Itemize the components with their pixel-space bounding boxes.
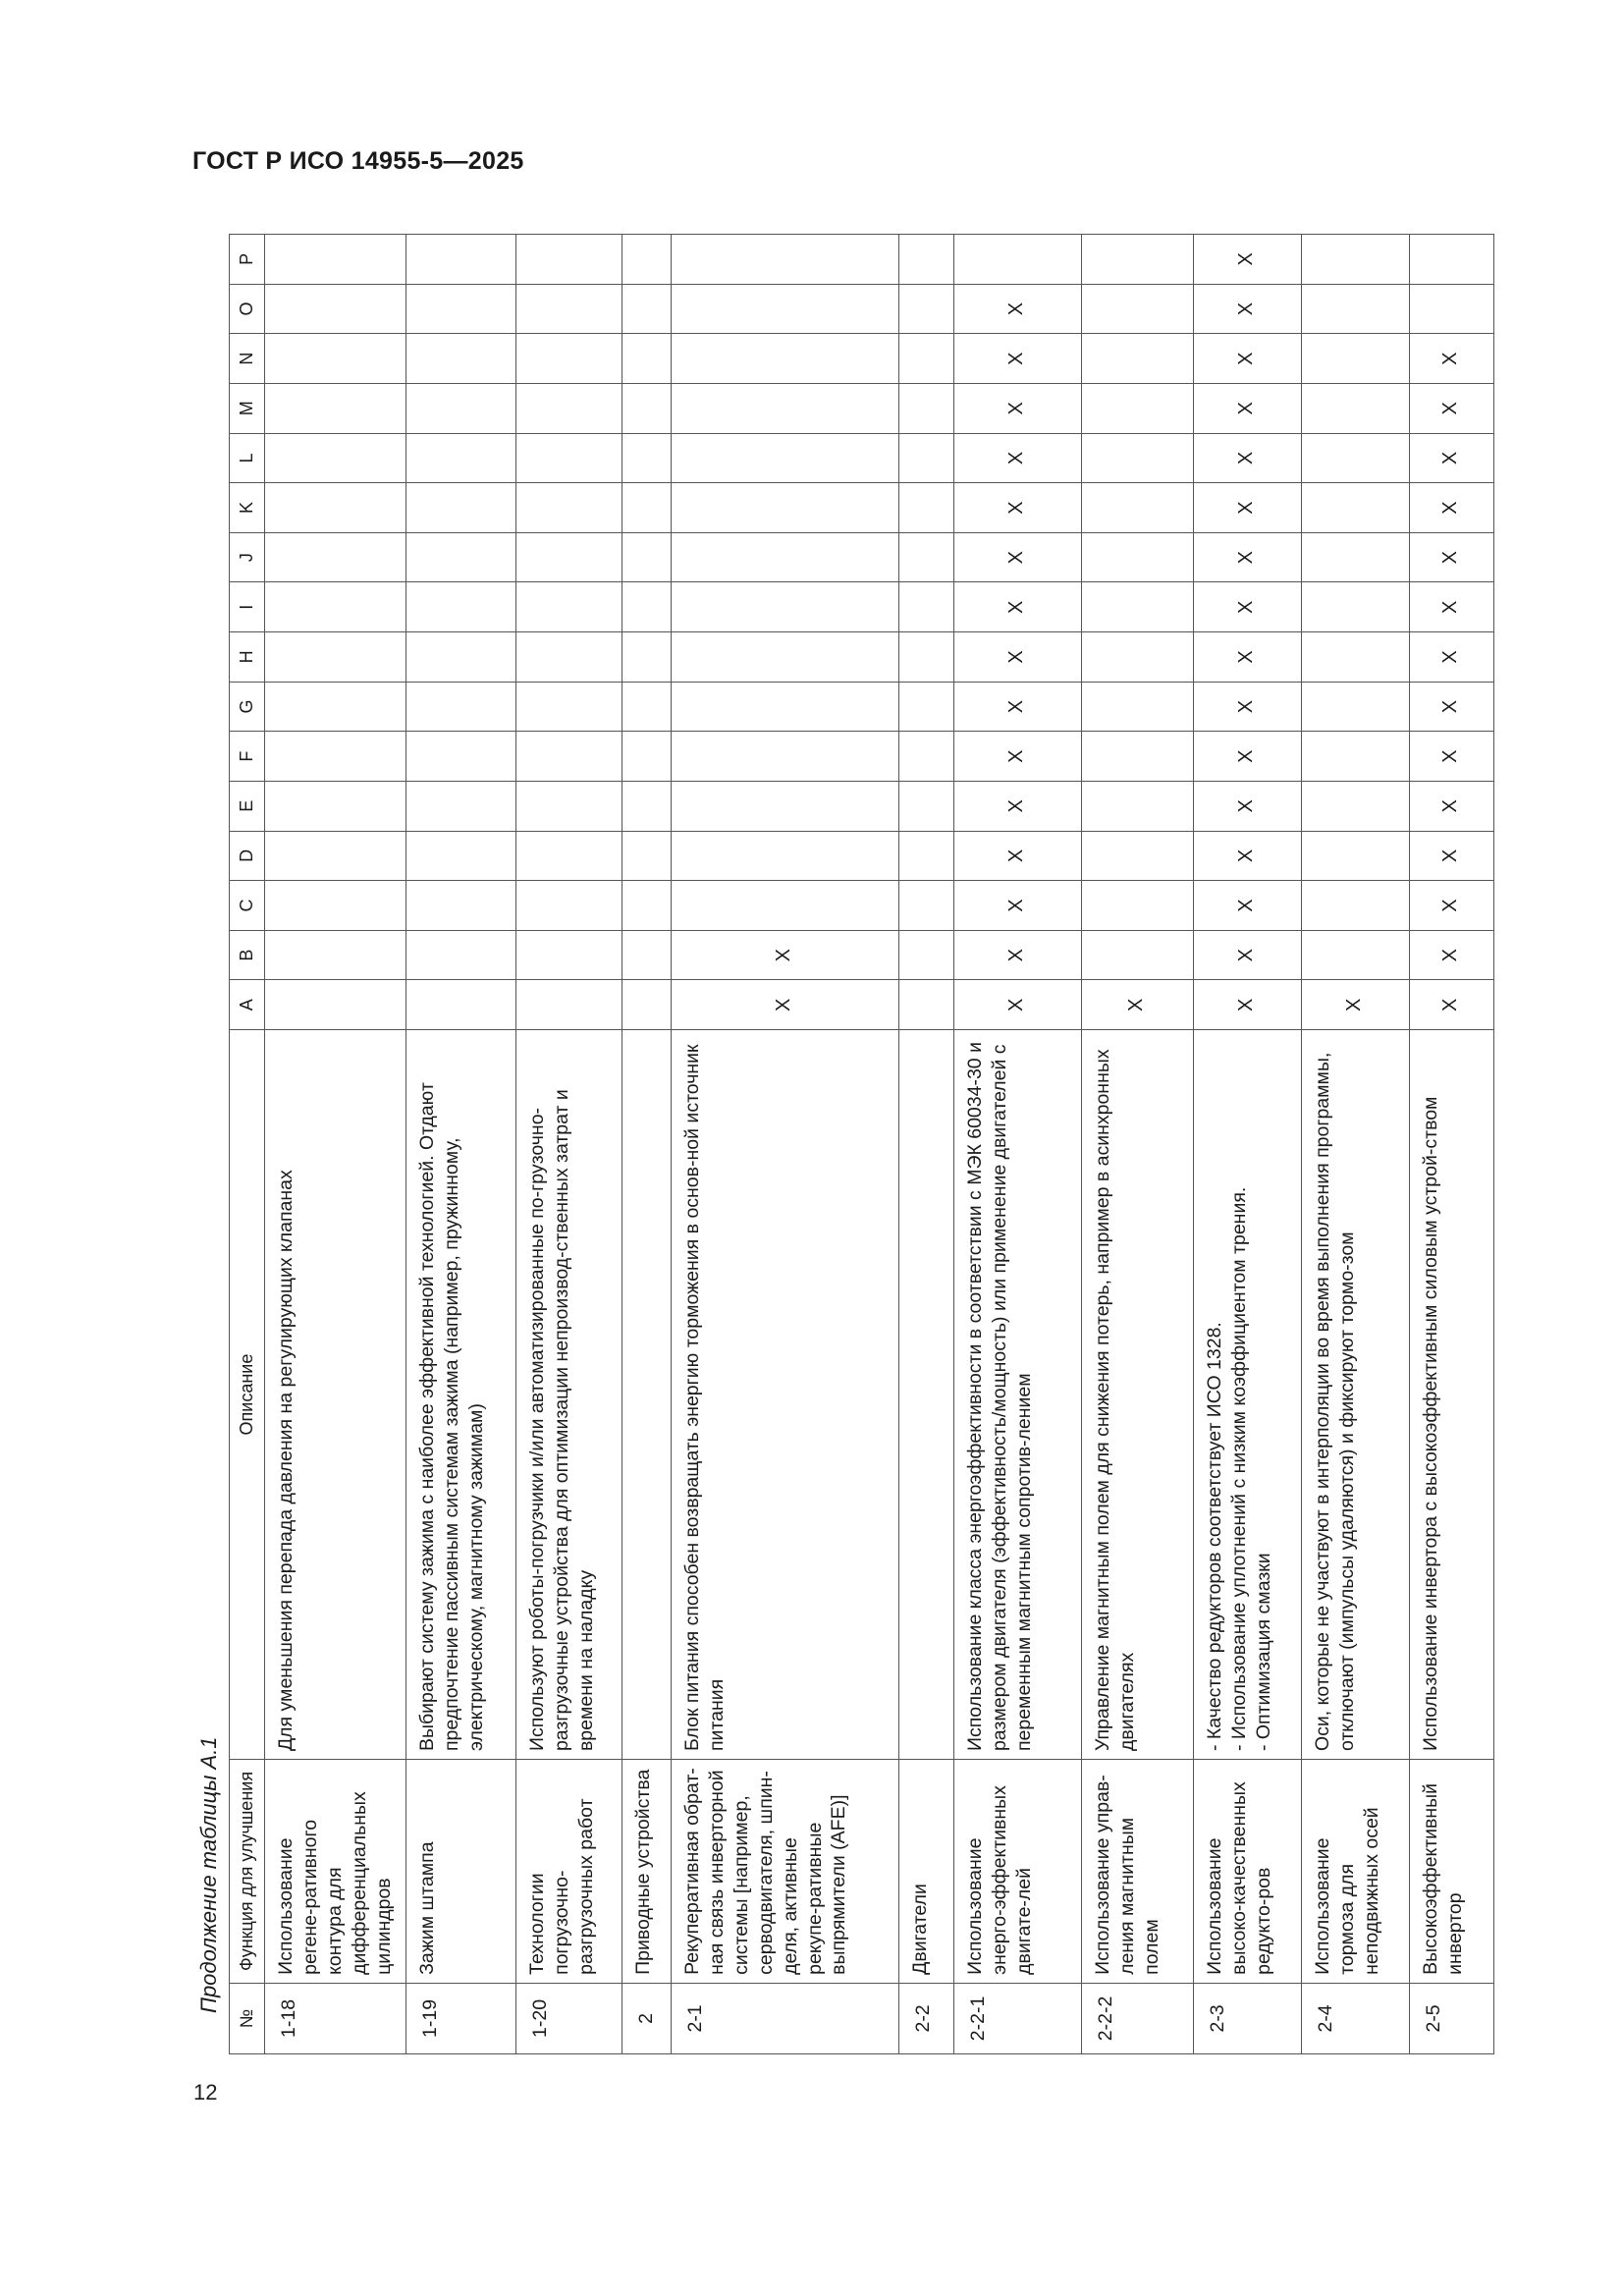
mark-cell-a — [265, 980, 406, 1030]
row-description: Управление магнитным полем для снижения потерь, например в асинхронных двигателях — [1081, 1030, 1193, 1760]
mark-cell-b — [898, 930, 953, 980]
mark-cell-f — [515, 732, 622, 782]
mark-cell-o — [1081, 284, 1193, 334]
mark-cell-k — [1301, 483, 1409, 533]
header-col-i: I — [230, 582, 265, 632]
header-col-l: L — [230, 433, 265, 483]
mark-cell-a — [898, 980, 953, 1030]
mark-cell-b — [406, 930, 515, 980]
mark-cell-a — [622, 980, 671, 1030]
x-mark: X — [1005, 848, 1028, 863]
header-col-g: G — [230, 682, 265, 732]
x-mark: X — [1005, 650, 1028, 664]
mark-cell-n — [515, 334, 622, 384]
mark-cell-c — [953, 881, 1081, 931]
header-col-m: M — [230, 383, 265, 433]
mark-cell-p — [898, 235, 953, 285]
header-col-h: H — [230, 632, 265, 683]
x-mark: X — [1005, 600, 1028, 614]
mark-cell-g — [622, 682, 671, 732]
x-mark: X — [1439, 650, 1462, 664]
mark-cell-g — [898, 682, 953, 732]
x-mark: X — [773, 998, 795, 1011]
x-mark: X — [1235, 948, 1258, 962]
mark-cell-h — [1301, 632, 1409, 683]
mark-cell-e — [1301, 781, 1409, 831]
row-description — [622, 1030, 671, 1760]
row-function: Приводные устройства — [622, 1760, 671, 1984]
x-mark: X — [1439, 899, 1462, 912]
mark-cell-j — [898, 532, 953, 582]
mark-cell-j — [622, 532, 671, 582]
x-mark: X — [1439, 501, 1462, 515]
mark-cell-o — [953, 284, 1081, 334]
mark-cell-h — [671, 632, 898, 683]
mark-cell-m — [406, 383, 515, 433]
table-row — [406, 235, 515, 2054]
table-header-row — [230, 235, 265, 2054]
mark-cell-g — [1193, 682, 1301, 732]
mark-cell-l — [1409, 433, 1493, 483]
mark-cell-p — [1301, 235, 1409, 285]
x-mark: X — [1005, 352, 1028, 365]
mark-cell-h — [1193, 632, 1301, 683]
mark-cell-d — [515, 831, 622, 881]
x-mark: X — [1439, 550, 1462, 565]
mark-cell-m — [515, 383, 622, 433]
mark-cell-c — [1301, 881, 1409, 931]
mark-cell-c — [515, 881, 622, 931]
mark-cell-k — [1193, 483, 1301, 533]
x-mark: X — [1125, 998, 1148, 1011]
header-col-k: K — [230, 483, 265, 533]
mark-cell-h — [406, 632, 515, 683]
mark-cell-f — [1409, 732, 1493, 782]
mark-cell-n — [671, 334, 898, 384]
row-description: Использование класса энергоэффективности в соответствии с МЭК 60034-30 и размером двигателя (эффективность/мощность) или применение двигателей с переменным магнитным сопротив-лением — [953, 1030, 1081, 1760]
mark-cell-b — [1193, 930, 1301, 980]
mark-cell-n — [1301, 334, 1409, 384]
mark-cell-m — [1193, 383, 1301, 433]
header-col-c: C — [230, 881, 265, 931]
mark-cell-f — [406, 732, 515, 782]
table-row — [1409, 235, 1493, 2054]
x-mark: X — [1235, 501, 1258, 515]
mark-cell-c — [1081, 881, 1193, 931]
mark-cell-k — [1081, 483, 1193, 533]
mark-cell-i — [953, 582, 1081, 632]
row-number: 2-1 — [671, 1983, 898, 2053]
mark-cell-l — [265, 433, 406, 483]
x-mark: X — [1235, 699, 1258, 714]
mark-cell-m — [1409, 383, 1493, 433]
mark-cell-h — [898, 632, 953, 683]
mark-cell-k — [622, 483, 671, 533]
x-mark: X — [1439, 848, 1462, 863]
mark-cell-e — [406, 781, 515, 831]
mark-cell-l — [1081, 433, 1193, 483]
mark-cell-i — [622, 582, 671, 632]
table-row — [1301, 235, 1409, 2054]
mark-cell-e — [515, 781, 622, 831]
mark-cell-n — [622, 334, 671, 384]
mark-cell-l — [898, 433, 953, 483]
mark-cell-j — [1193, 532, 1301, 582]
mark-cell-i — [1081, 582, 1193, 632]
x-mark: X — [1005, 998, 1028, 1011]
x-mark: X — [1439, 600, 1462, 614]
x-mark: X — [1005, 402, 1028, 415]
mark-cell-b — [515, 930, 622, 980]
mark-cell-a — [1301, 980, 1409, 1030]
row-function: Использование энерго-эффективных двигате-лей — [953, 1760, 1081, 1984]
header-col-o: O — [230, 284, 265, 334]
x-mark: X — [1235, 848, 1258, 863]
row-function: Высокоэффективный инвертор — [1409, 1760, 1493, 1984]
header-function: Функция для улучшения — [230, 1760, 265, 1984]
mark-cell-p — [1409, 235, 1493, 285]
row-description: Для уменьшения перепада давления на регулирующих клапанах — [265, 1030, 406, 1760]
row-number: 2-3 — [1193, 1983, 1301, 2053]
x-mark: X — [1235, 402, 1258, 415]
mark-cell-i — [898, 582, 953, 632]
x-mark: X — [1235, 301, 1258, 316]
mark-cell-h — [1409, 632, 1493, 683]
document-header: ГОСТ Р ИСО 14955-5—2025 — [192, 147, 524, 175]
mark-cell-o — [1193, 284, 1301, 334]
mark-cell-c — [622, 881, 671, 931]
x-mark: X — [773, 948, 795, 962]
row-description — [898, 1030, 953, 1760]
mark-cell-m — [622, 383, 671, 433]
mark-cell-k — [1409, 483, 1493, 533]
mark-cell-n — [898, 334, 953, 384]
mark-cell-g — [515, 682, 622, 732]
row-number: 2 — [622, 1983, 671, 2053]
row-description: Используют роботы-погрузчики и/или автоматизированные по-грузочно-разгрузочные устройства для оптимизации непроизвод-ственных затрат и времени на наладку — [515, 1030, 622, 1760]
mark-cell-i — [1409, 582, 1493, 632]
mark-cell-f — [671, 732, 898, 782]
mark-cell-i — [406, 582, 515, 632]
mark-cell-a — [671, 980, 898, 1030]
mark-cell-b — [1081, 930, 1193, 980]
mark-cell-p — [1193, 235, 1301, 285]
x-mark: X — [1343, 998, 1366, 1011]
mark-cell-a — [515, 980, 622, 1030]
mark-cell-f — [898, 732, 953, 782]
mark-cell-n — [406, 334, 515, 384]
table-row — [671, 235, 898, 2054]
improvement-table — [229, 234, 1494, 2054]
header-col-d: D — [230, 831, 265, 881]
row-function: Использование регене-ративного контура для дифференциальных цилиндров — [265, 1760, 406, 1984]
mark-cell-a — [953, 980, 1081, 1030]
mark-cell-i — [1193, 582, 1301, 632]
mark-cell-b — [953, 930, 1081, 980]
row-description: Использование инвертора с высокоэффективным силовым устрой-ством — [1409, 1030, 1493, 1760]
x-mark: X — [1439, 799, 1462, 813]
mark-cell-n — [1409, 334, 1493, 384]
mark-cell-d — [1301, 831, 1409, 881]
x-mark: X — [1439, 451, 1462, 465]
row-description: Оси, которые не участвуют в интерполяции во время выполнения программы, отключают (импульсы удаляются) и фиксируют тормо-зом — [1301, 1030, 1409, 1760]
mark-cell-c — [1409, 881, 1493, 931]
mark-cell-c — [898, 881, 953, 931]
mark-cell-i — [265, 582, 406, 632]
row-description: Блок питания способен возвращать энергию торможения в основ-ной источник питания — [671, 1030, 898, 1760]
x-mark: X — [1005, 749, 1028, 763]
row-number: 2-5 — [1409, 1983, 1493, 2053]
mark-cell-l — [671, 433, 898, 483]
mark-cell-e — [265, 781, 406, 831]
table-row — [622, 235, 671, 2054]
mark-cell-m — [953, 383, 1081, 433]
x-mark: X — [1005, 899, 1028, 912]
mark-cell-e — [898, 781, 953, 831]
mark-cell-l — [622, 433, 671, 483]
mark-cell-o — [406, 284, 515, 334]
mark-cell-p — [953, 235, 1081, 285]
header-description: Описание — [230, 1030, 265, 1760]
row-function: Зажим штампа — [406, 1760, 515, 1984]
mark-cell-a — [1081, 980, 1193, 1030]
mark-cell-l — [515, 433, 622, 483]
x-mark: X — [1005, 550, 1028, 565]
mark-cell-e — [1409, 781, 1493, 831]
mark-cell-j — [406, 532, 515, 582]
mark-cell-h — [515, 632, 622, 683]
row-number: 1-20 — [515, 1983, 622, 2053]
mark-cell-m — [671, 383, 898, 433]
mark-cell-o — [898, 284, 953, 334]
x-mark: X — [1235, 451, 1258, 465]
table-row — [953, 235, 1081, 2054]
mark-cell-b — [622, 930, 671, 980]
mark-cell-d — [406, 831, 515, 881]
mark-cell-e — [671, 781, 898, 831]
mark-cell-p — [671, 235, 898, 285]
header-col-n: N — [230, 334, 265, 384]
mark-cell-d — [671, 831, 898, 881]
mark-cell-g — [953, 682, 1081, 732]
mark-cell-d — [1081, 831, 1193, 881]
mark-cell-d — [898, 831, 953, 881]
mark-cell-j — [265, 532, 406, 582]
mark-cell-l — [1193, 433, 1301, 483]
mark-cell-b — [1301, 930, 1409, 980]
mark-cell-e — [953, 781, 1081, 831]
mark-cell-f — [265, 732, 406, 782]
mark-cell-d — [953, 831, 1081, 881]
x-mark: X — [1439, 699, 1462, 714]
x-mark: X — [1439, 948, 1462, 962]
row-number: 2-2-2 — [1081, 1983, 1193, 2053]
mark-cell-m — [1301, 383, 1409, 433]
table-rotated-wrapper — [229, 234, 1483, 2054]
mark-cell-l — [1301, 433, 1409, 483]
x-mark: X — [1235, 252, 1258, 266]
mark-cell-a — [406, 980, 515, 1030]
x-mark: X — [1439, 998, 1462, 1011]
mark-cell-o — [622, 284, 671, 334]
mark-cell-j — [1081, 532, 1193, 582]
x-mark: X — [1235, 998, 1258, 1011]
mark-cell-j — [1409, 532, 1493, 582]
header-col-e: E — [230, 781, 265, 831]
mark-cell-g — [671, 682, 898, 732]
mark-cell-o — [1301, 284, 1409, 334]
row-function: Использование высоко-качественных редукто-ров — [1193, 1760, 1301, 1984]
mark-cell-k — [265, 483, 406, 533]
table-row — [515, 235, 622, 2054]
mark-cell-g — [1301, 682, 1409, 732]
mark-cell-d — [622, 831, 671, 881]
x-mark: X — [1439, 749, 1462, 763]
row-function: Рекуперативная обрат-ная связь инверторной системы [например, серводвигателя, шпин-деля, активные рекупе-ративные выпрямители (AFE)] — [671, 1760, 898, 1984]
x-mark: X — [1005, 799, 1028, 813]
table-row — [265, 235, 406, 2054]
row-function: Двигатели — [898, 1760, 953, 1984]
mark-cell-m — [265, 383, 406, 433]
row-number: 1-18 — [265, 1983, 406, 2053]
x-mark: X — [1005, 501, 1028, 515]
row-function: Технологии погрузочно-разгрузочных работ — [515, 1760, 622, 1984]
mark-cell-o — [671, 284, 898, 334]
table-row — [1081, 235, 1193, 2054]
mark-cell-e — [1081, 781, 1193, 831]
row-number: 2-4 — [1301, 1983, 1409, 2053]
mark-cell-a — [1193, 980, 1301, 1030]
mark-cell-g — [265, 682, 406, 732]
row-number: 1-19 — [406, 1983, 515, 2053]
header-col-f: F — [230, 732, 265, 782]
mark-cell-k — [515, 483, 622, 533]
mark-cell-m — [898, 383, 953, 433]
mark-cell-c — [406, 881, 515, 931]
mark-cell-j — [953, 532, 1081, 582]
row-description: - Качество редукторов соответствует ИСО 1328. - Использование уплотнений с низким коэффициентом трения. - Оптимизация смазки — [1193, 1030, 1301, 1760]
mark-cell-b — [265, 930, 406, 980]
mark-cell-p — [406, 235, 515, 285]
header-col-j: J — [230, 532, 265, 582]
mark-cell-f — [1301, 732, 1409, 782]
header-col-p: P — [230, 235, 265, 285]
x-mark: X — [1439, 402, 1462, 415]
mark-cell-l — [953, 433, 1081, 483]
mark-cell-g — [406, 682, 515, 732]
mark-cell-n — [265, 334, 406, 384]
mark-cell-b — [671, 930, 898, 980]
mark-cell-j — [1301, 532, 1409, 582]
mark-cell-p — [622, 235, 671, 285]
mark-cell-m — [1081, 383, 1193, 433]
mark-cell-n — [1193, 334, 1301, 384]
mark-cell-i — [671, 582, 898, 632]
mark-cell-k — [406, 483, 515, 533]
x-mark: X — [1005, 451, 1028, 465]
mark-cell-j — [515, 532, 622, 582]
x-mark: X — [1439, 352, 1462, 365]
header-col-a: A — [230, 980, 265, 1030]
mark-cell-o — [265, 284, 406, 334]
mark-cell-f — [622, 732, 671, 782]
mark-cell-n — [1081, 334, 1193, 384]
row-number: 2-2-1 — [953, 1983, 1081, 2053]
x-mark: X — [1235, 600, 1258, 614]
mark-cell-g — [1081, 682, 1193, 732]
table-row — [1193, 235, 1301, 2054]
x-mark: X — [1235, 352, 1258, 365]
mark-cell-k — [898, 483, 953, 533]
mark-cell-n — [953, 334, 1081, 384]
mark-cell-p — [1081, 235, 1193, 285]
mark-cell-k — [671, 483, 898, 533]
mark-cell-p — [515, 235, 622, 285]
mark-cell-i — [515, 582, 622, 632]
mark-cell-c — [671, 881, 898, 931]
mark-cell-h — [953, 632, 1081, 683]
mark-cell-g — [1409, 682, 1493, 732]
mark-cell-f — [953, 732, 1081, 782]
x-mark: X — [1235, 550, 1258, 565]
row-function: Использование тормоза для неподвижных осей — [1301, 1760, 1409, 1984]
x-mark: X — [1235, 749, 1258, 763]
mark-cell-e — [1193, 781, 1301, 831]
mark-cell-c — [1193, 881, 1301, 931]
mark-cell-a — [1409, 980, 1493, 1030]
row-description: Выбирают систему зажима с наиболее эффективной технологией. Отдают предпочтение пассивным системам зажима (например, пружинному, электрическому, магнитному зажимам) — [406, 1030, 515, 1760]
mark-cell-c — [265, 881, 406, 931]
x-mark: X — [1235, 650, 1258, 664]
mark-cell-d — [265, 831, 406, 881]
header-col-b: B — [230, 930, 265, 980]
mark-cell-h — [622, 632, 671, 683]
row-number: 2-2 — [898, 1983, 953, 2053]
row-function: Использование управ-ления магнитным полем — [1081, 1760, 1193, 1984]
mark-cell-h — [1081, 632, 1193, 683]
mark-cell-e — [622, 781, 671, 831]
x-mark: X — [1235, 799, 1258, 813]
mark-cell-d — [1409, 831, 1493, 881]
x-mark: X — [1005, 699, 1028, 714]
x-mark: X — [1005, 301, 1028, 316]
header-num: № — [230, 1983, 265, 2053]
mark-cell-b — [1409, 930, 1493, 980]
page-number: 12 — [193, 2080, 218, 2105]
mark-cell-o — [1409, 284, 1493, 334]
mark-cell-d — [1193, 831, 1301, 881]
x-mark: X — [1235, 899, 1258, 912]
mark-cell-l — [406, 433, 515, 483]
mark-cell-h — [265, 632, 406, 683]
table-caption: Продолжение таблицы А.1 — [196, 1736, 221, 2013]
mark-cell-k — [953, 483, 1081, 533]
mark-cell-f — [1081, 732, 1193, 782]
x-mark: X — [1005, 948, 1028, 962]
mark-cell-p — [265, 235, 406, 285]
mark-cell-o — [515, 284, 622, 334]
mark-cell-j — [671, 532, 898, 582]
mark-cell-i — [1301, 582, 1409, 632]
mark-cell-f — [1193, 732, 1301, 782]
table-row — [898, 235, 953, 2054]
